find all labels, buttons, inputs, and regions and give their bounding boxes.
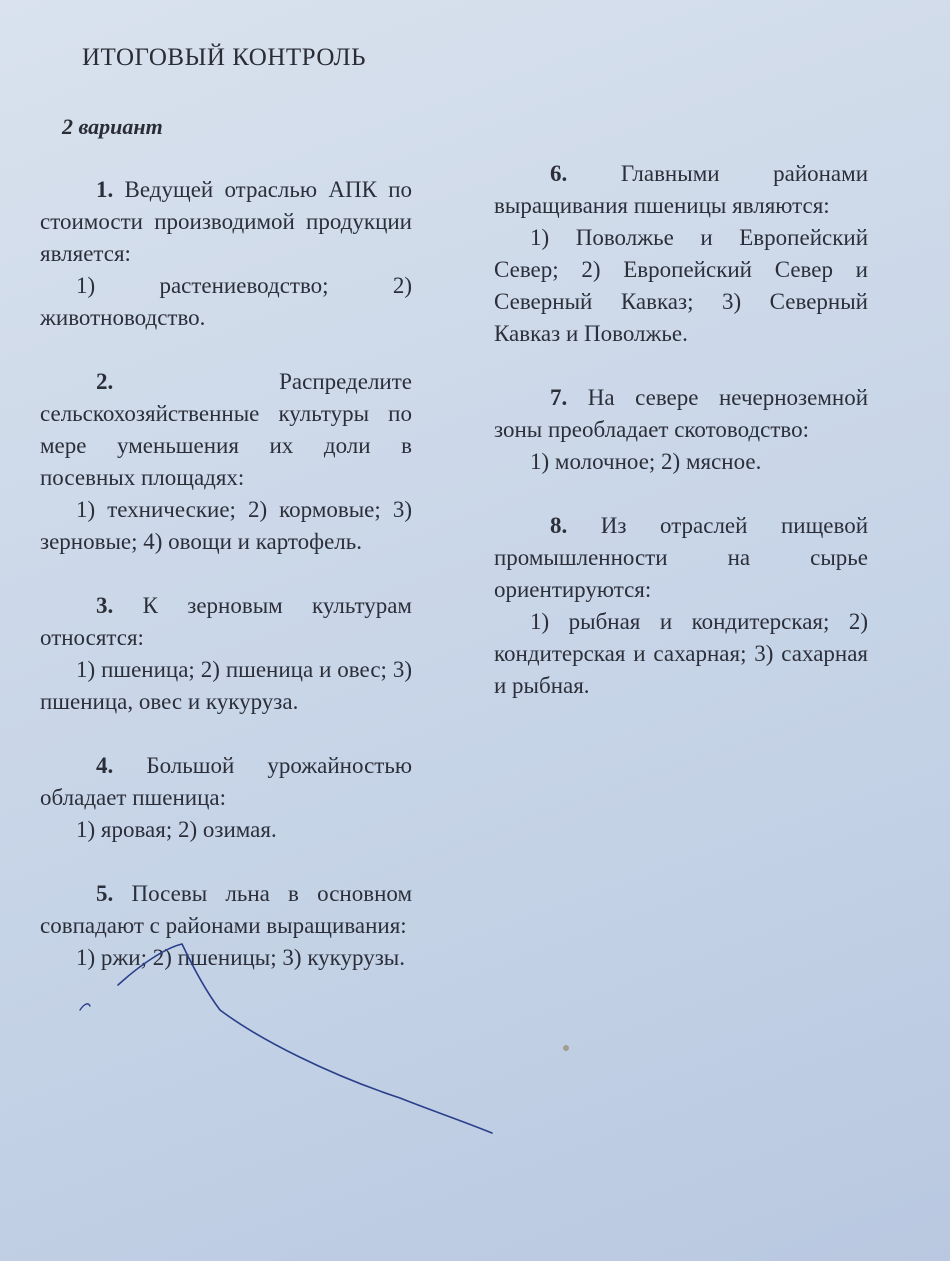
question-5	[40, 878, 412, 974]
question-number: 1.	[96, 177, 114, 202]
question-number: 3.	[96, 593, 114, 618]
question-7	[494, 382, 868, 478]
question-text: Ведущей отраслью АПК по стоимости производимой продукции является:	[40, 177, 413, 266]
question-text: К зерновым культурам относятся:	[40, 593, 412, 650]
question-stem	[40, 750, 412, 814]
answer-options: 1) растениеводство; 2) животноводство.	[40, 273, 412, 330]
question-text: Из отраслей пищевой промышленности на сырье ориентируются:	[494, 513, 869, 602]
question-4	[40, 750, 412, 846]
page-title: ИТОГОВЫЙ КОНТРОЛЬ	[82, 44, 366, 71]
question-3	[40, 590, 412, 718]
answer-options: 1) ржи; 2) пшеницы; 3) кукурузы.	[76, 945, 405, 970]
question-number: 6.	[550, 161, 568, 186]
question-text: Большой урожайностью обладает пшеница:	[40, 753, 412, 810]
question-8	[494, 510, 868, 702]
question-number: 7.	[550, 385, 568, 410]
question-stem	[40, 366, 412, 494]
answer-options: 1) пшеница; 2) пшеница и овес; 3) пшеница, овес и кукуруза.	[40, 657, 412, 714]
question-text: На севере нечерноземной зоны преобладает скотоводство:	[494, 385, 868, 442]
question-number: 5.	[96, 881, 114, 906]
question-stem	[40, 878, 412, 942]
question-stem	[40, 590, 412, 654]
answer-options: 1) молочное; 2) мясное.	[530, 449, 762, 474]
answer-options: 1) технические; 2) кормовые; 3) зерновые; 4) овощи и картофель.	[40, 497, 412, 554]
question-2	[40, 366, 412, 558]
variant-label: 2 вариант	[62, 114, 163, 139]
question-text: Распределите сельскохозяйственные культуры по мере уменьшения их доли в посевных площадях:	[40, 369, 412, 490]
question-stem	[494, 158, 868, 222]
answer-options: 1) яровая; 2) озимая.	[76, 817, 277, 842]
question-text: Посевы льна в основном совпадают с районами выращивания:	[40, 881, 413, 938]
question-text: Главными районами выращивания пшеницы являются:	[494, 161, 869, 218]
right-column	[494, 158, 868, 734]
question-stem	[40, 174, 412, 270]
question-1	[40, 174, 412, 334]
answer-options: 1) Поволжье и Европейский Север; 2) Европейский Север и Северный Кавказ; 3) Северный Кавказ и Поволжье.	[494, 225, 868, 346]
question-number: 2.	[96, 369, 114, 394]
answer-options: 1) рыбная и кондитерская; 2) кондитерская и сахарная; 3) сахарная и рыбная.	[494, 609, 868, 698]
question-stem	[494, 382, 868, 446]
question-stem	[494, 510, 868, 606]
left-column	[40, 174, 412, 1006]
question-number: 8.	[550, 513, 568, 538]
paper-stain	[563, 1045, 569, 1051]
question-6	[494, 158, 868, 350]
question-number: 4.	[96, 753, 114, 778]
